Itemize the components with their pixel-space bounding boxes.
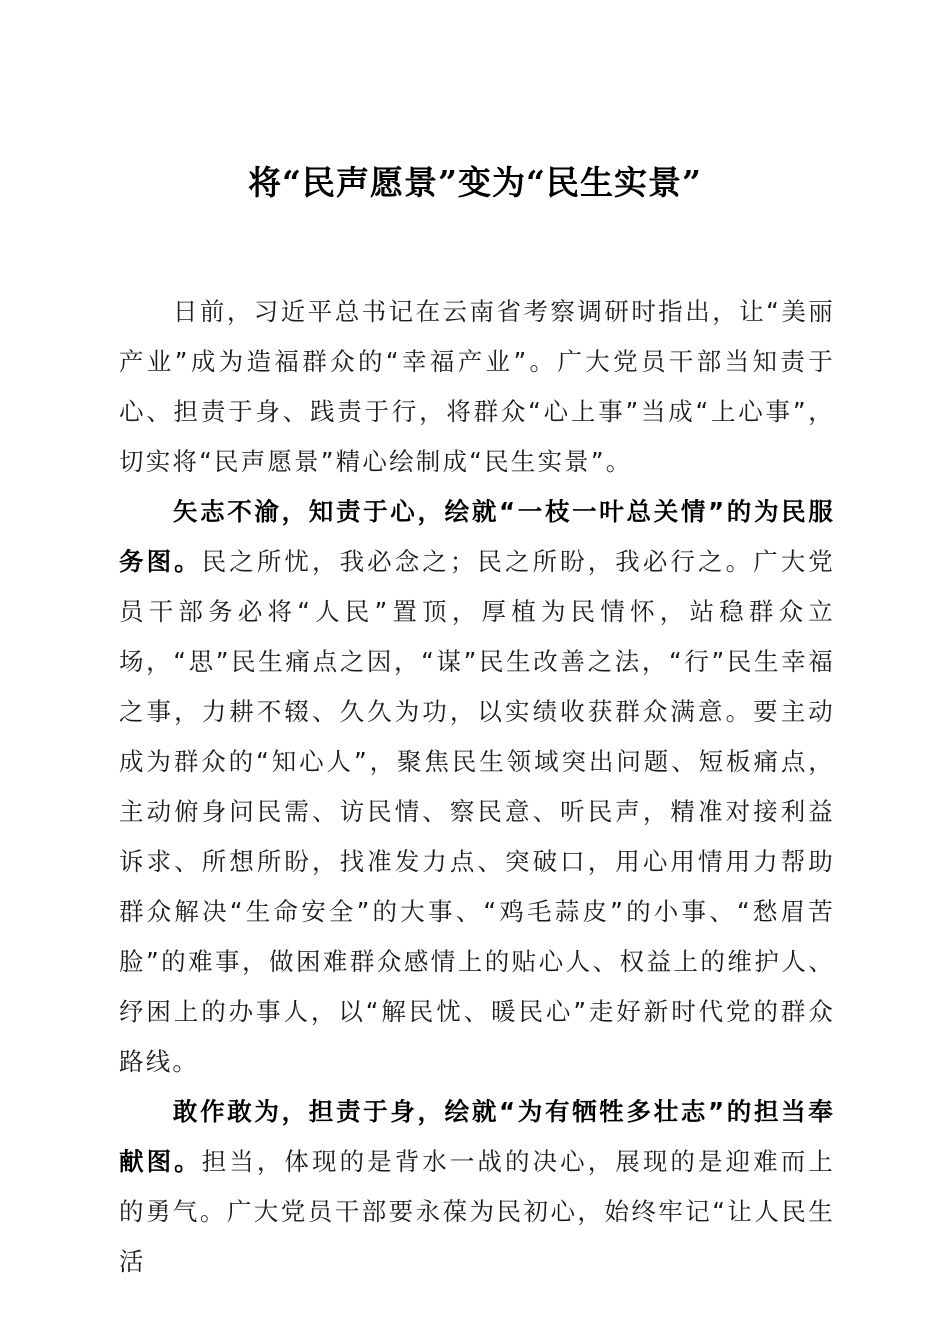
paragraph-responsibility-map-heading: 敢作敢为，担责于身，绘就“为有牺牲多壮志”的担当奉献图。 (119, 1097, 835, 1176)
document-body (119, 287, 835, 1287)
paragraph-intro (119, 287, 835, 487)
paragraph-service-map-heading: 矢志不渝，知责于心，绘就“一枝一叶总关情”的为民服务图。 (119, 497, 835, 576)
paragraph-service-map-text: 民之所忧，我必念之；民之所盼，我必行之。广大党员干部务必将“人民”置顶，厚植为民情怀，站稳群众立场，“思”民生痛点之因，“谋”民生改善之法，“行”民生幸福之事，力耕不辍、久久为功，以实绩收获群众满意。要主动成为群众的“知心人”，聚焦民生领域突出问题、短板痛点，主动俯身问民需、访民情、察民意、听民声，精准对接利益诉求、所想所盼，找准发力点、突破口，用心用情用力帮助群众解决“生命安全”的大事、“鸡毛蒜皮”的小事、“愁眉苦脸”的难事，做困难群众感情上的贴心人、权益上的维护人、纾困上的办事人，以“解民忧、暖民心”走好新时代党的群众路线。 (119, 547, 835, 1076)
paragraph-responsibility-map (119, 1087, 835, 1287)
paragraph-responsibility-map-text: 担当，体现的是背水一战的决心，展现的是迎难而上的勇气。广大党员干部要永葆为民初心，始终牢记“让人民生活 (119, 1147, 835, 1276)
paragraph-service-map (119, 487, 835, 1087)
document-title: 将“民声愿景”变为“民生实景” (248, 163, 702, 202)
paragraph-intro-text: 日前，习近平总书记在云南省考察调研时指出，让“美丽产业”成为造福群众的“幸福产业”。广大党员干部当知责于心、担责于身、践责于行，将群众“心上事”当成“上心事”，切实将“民声愿景”精心绘制成“民生实景”。 (119, 297, 835, 476)
